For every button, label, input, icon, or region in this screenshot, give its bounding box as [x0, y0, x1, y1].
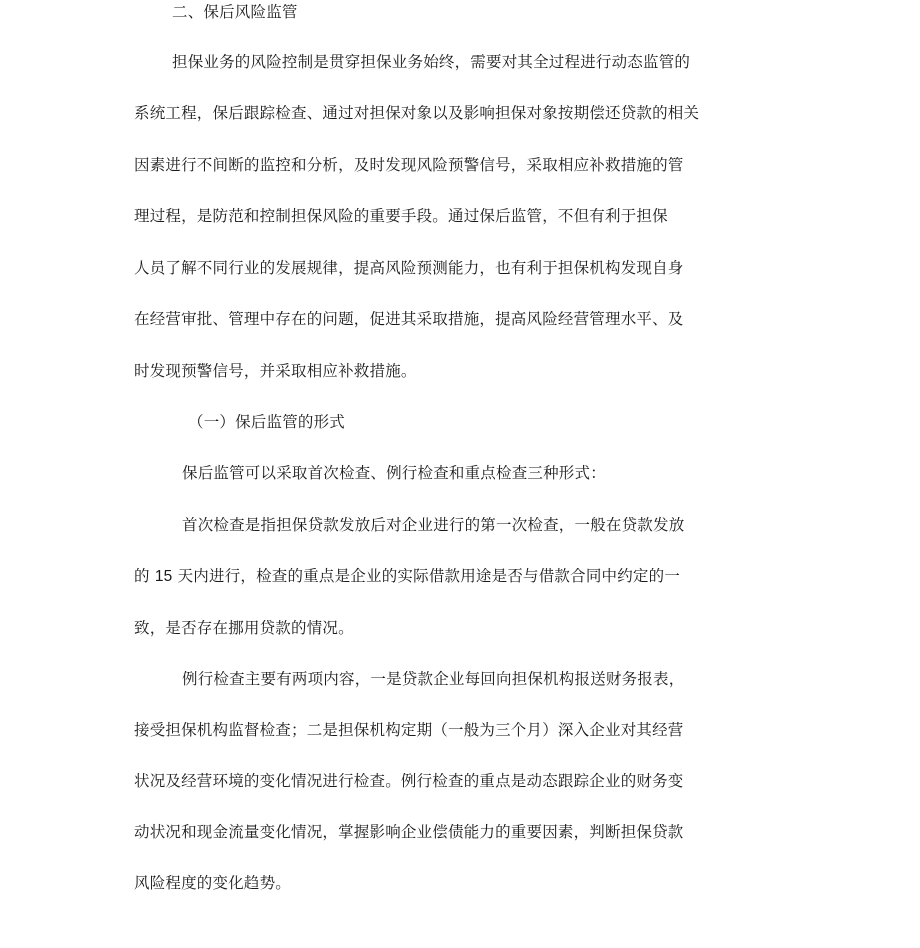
paragraph-line: 人员了解不同行业的发展规律，提高风险预测能力，也有利于担保机构发现自身	[134, 259, 684, 277]
paragraph-line	[134, 566, 680, 587]
paragraph-line: 致，是否存在挪用贷款的情况。	[134, 619, 354, 637]
paragraph-line: 风险程度的变化趋势。	[134, 874, 292, 892]
paragraph-line: 在经营审批、管理中存在的问题，促进其采取措施，提高风险经营管理水平、及	[134, 310, 684, 328]
paragraph-line: 时发现预警信号，并采取相应补救措施。	[134, 362, 417, 380]
paragraph-line: 动状况和现金流量变化情况，掌握影响企业偿债能力的重要因素，判断担保贷款	[134, 823, 684, 841]
line-text: 天内进行，检查的重点是企业的实际借款用途是否与借款合同中约定的一	[172, 567, 681, 585]
paragraph-line: 保后监管可以采取首次检查、例行检查和重点检查三种形式：	[182, 464, 606, 482]
paragraph-line: 因素进行不间断的监控和分析，及时发现风险预警信号，采取相应补救措施的管	[134, 156, 684, 174]
line-text: 的	[134, 567, 155, 585]
paragraph-line: 系统工程，保后跟踪检查、通过对担保对象以及影响担保对象按期偿还贷款的相关	[134, 104, 700, 122]
subsection-heading: （一）保后监管的形式	[188, 413, 346, 431]
paragraph-line: 担保业务的风险控制是贯穿担保业务始终，需要对其全过程进行动态监管的	[172, 53, 691, 71]
paragraph-line: 状况及经营环境的变化情况进行检查。例行检查的重点是动态跟踪企业的财务变	[134, 772, 684, 790]
paragraph-line: 理过程，是防范和控制担保风险的重要手段。通过保后监管，不但有利于担保	[134, 207, 668, 225]
section-heading: 二、保后风险监管	[172, 3, 298, 21]
day-count: 15	[154, 568, 173, 585]
paragraph-line: 接受担保机构监督检查；二是担保机构定期（一般为三个月）深入企业对其经营	[134, 721, 684, 739]
paragraph-line: 例行检查主要有两项内容，一是贷款企业每回向担保机构报送财务报表，	[182, 670, 685, 688]
paragraph-line: 首次检查是指担保贷款发放后对企业进行的第一次检查，一般在贷款发放	[182, 516, 685, 534]
